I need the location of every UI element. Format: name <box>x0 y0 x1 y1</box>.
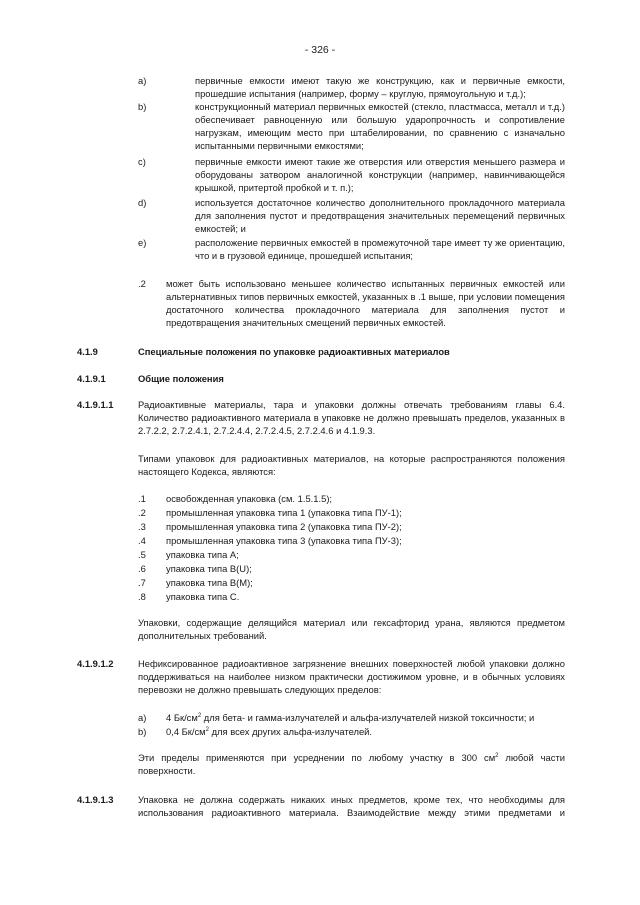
list-item-mark: b) <box>138 726 147 737</box>
para-2-mark: .2 <box>138 278 146 289</box>
list-item-mark: .5 <box>138 549 146 560</box>
section-number: 4.1.9 <box>77 346 98 357</box>
list-item-text: 4 $Бк/см^2$ для бета- и гамма-излучателей и альфа-излучателей низкой токсичности; и <box>166 712 535 723</box>
list-item-text: упаковка типа A; <box>166 549 239 560</box>
clause-paragraph: Типами упаковок для радиоактивных материалов, на которые распространяются положения настоящего Кодекса, являются: <box>138 453 565 477</box>
list-item-text: промышленная упаковка типа 2 (упаковка типа ПУ-2); <box>166 521 402 532</box>
clause-paragraph: Упаковки, содержащие делящийся материал или гексафторид урана, являются предметом дополнительных требований. <box>138 617 565 641</box>
list-item-mark: c) <box>138 156 146 167</box>
list-item-text: конструкционный материал первичных емкостей (стекло, пластмасса, металл и т.д.) обеспечивает равноценную или большую ударопрочность и сопротивление нагрузкам, имеющим место при штабелировании, по сравнению с изначально испытанными первичными емкостями; <box>195 101 565 151</box>
list-item-text: расположение первичных емкостей в промежуточной таре имеет ту же ориентацию, что и в грузовой единице, прошедшей испытания; <box>195 237 565 261</box>
section-title: Специальные положения по упаковке радиоактивных материалов <box>138 346 450 357</box>
list-item-text: промышленная упаковка типа 1 (упаковка типа ПУ-1); <box>166 507 402 518</box>
list-item-mark: .6 <box>138 563 146 574</box>
clause-paragraph: Нефиксированное радиоактивное загрязнение внешних поверхностей любой упаковки должно поддерживаться на наиболее низком практически достижимом уровне, и в обычных условиях перевозки не должно превышать следующих пределов: <box>138 658 565 695</box>
list-item-text: упаковка типа B(M); <box>166 577 253 588</box>
list-item-mark: .1 <box>138 493 146 504</box>
list-item-mark: .3 <box>138 521 146 532</box>
page-number: - 326 - <box>304 44 336 56</box>
list-item-text: промышленная упаковка типа 3 (упаковка типа ПУ-3); <box>166 535 402 546</box>
clause-number: 4.1.9.1.3 <box>77 794 114 805</box>
list-item-text: первичные емкости имеют такие же отверстия или отверстия меньшего размера и оборудованы затвором аналогичной конструкции (например, навинчивающейся крышкой, притертой пробкой и т. п.); <box>195 156 565 193</box>
clause-number: 4.1.9.1.1 <box>77 399 114 410</box>
list-item-text: освобожденная упаковка (см. 1.5.1.5); <box>166 493 333 504</box>
subsection-number: 4.1.9.1 <box>77 373 106 384</box>
list-item-mark: d) <box>138 197 147 208</box>
clause-paragraph: Эти пределы применяются при усреднении по любому участку в 300 $см^2$ любой части поверхности. <box>138 752 565 776</box>
subsection-title: Общие положения <box>138 373 224 384</box>
clause-paragraph: Радиоактивные материалы, тара и упаковки должны отвечать требованиям главы 6.4. Количество радиоактивного материала в упаковке не должно превышать пределов, указанных в 2.7.2.2, 2.7.2.4.1, 2.7.2.4.4, 2.7.2.4.5, 2.7.2.4.6 и 4.1.9.3. <box>138 399 565 436</box>
clause-paragraph: Упаковка не должна содержать никаких иных предметов, кроме тех, что необходимы для использования радиоактивного материала. Взаимодействие между этими предметами и <box>138 794 565 818</box>
list-item-mark: .4 <box>138 535 146 546</box>
list-item-mark: a) <box>138 712 147 723</box>
list-item-text: первичные емкости имеют такую же конструкцию, как и первичные емкости, прошедшие испытания (например, форму – круглую, прямоугольную и т.д.); <box>195 75 565 99</box>
list-item-mark: b) <box>138 101 147 112</box>
list-item-mark: .2 <box>138 507 146 518</box>
clause-number: 4.1.9.1.2 <box>77 658 114 669</box>
list-item-text: упаковка типа B(U); <box>166 563 252 574</box>
list-item-text: 0,4 $Бк/см^2$ для всех других альфа-излучателей. <box>166 726 373 737</box>
list-item-text: упаковка типа C. <box>166 591 240 602</box>
para-2-text: может быть использовано меньшее количество испытанных первичных емкостей или альтернативных типов первичных емкостей, указанных в .1 выше, при условии помещения достаточного количества прокладочного материала для заполнения пустот и предотвращения значительных смещений первичных емкостей. <box>166 278 565 328</box>
list-item-mark: .7 <box>138 577 146 588</box>
list-item-mark: a) <box>138 75 147 86</box>
list-item-mark: .8 <box>138 591 146 602</box>
list-item-text: используется достаточное количество дополнительного прокладочного материала для заполнения пустот и предотвращения значительных перемещений первичных емкостей; и <box>195 197 565 234</box>
list-item-mark: e) <box>138 237 147 248</box>
